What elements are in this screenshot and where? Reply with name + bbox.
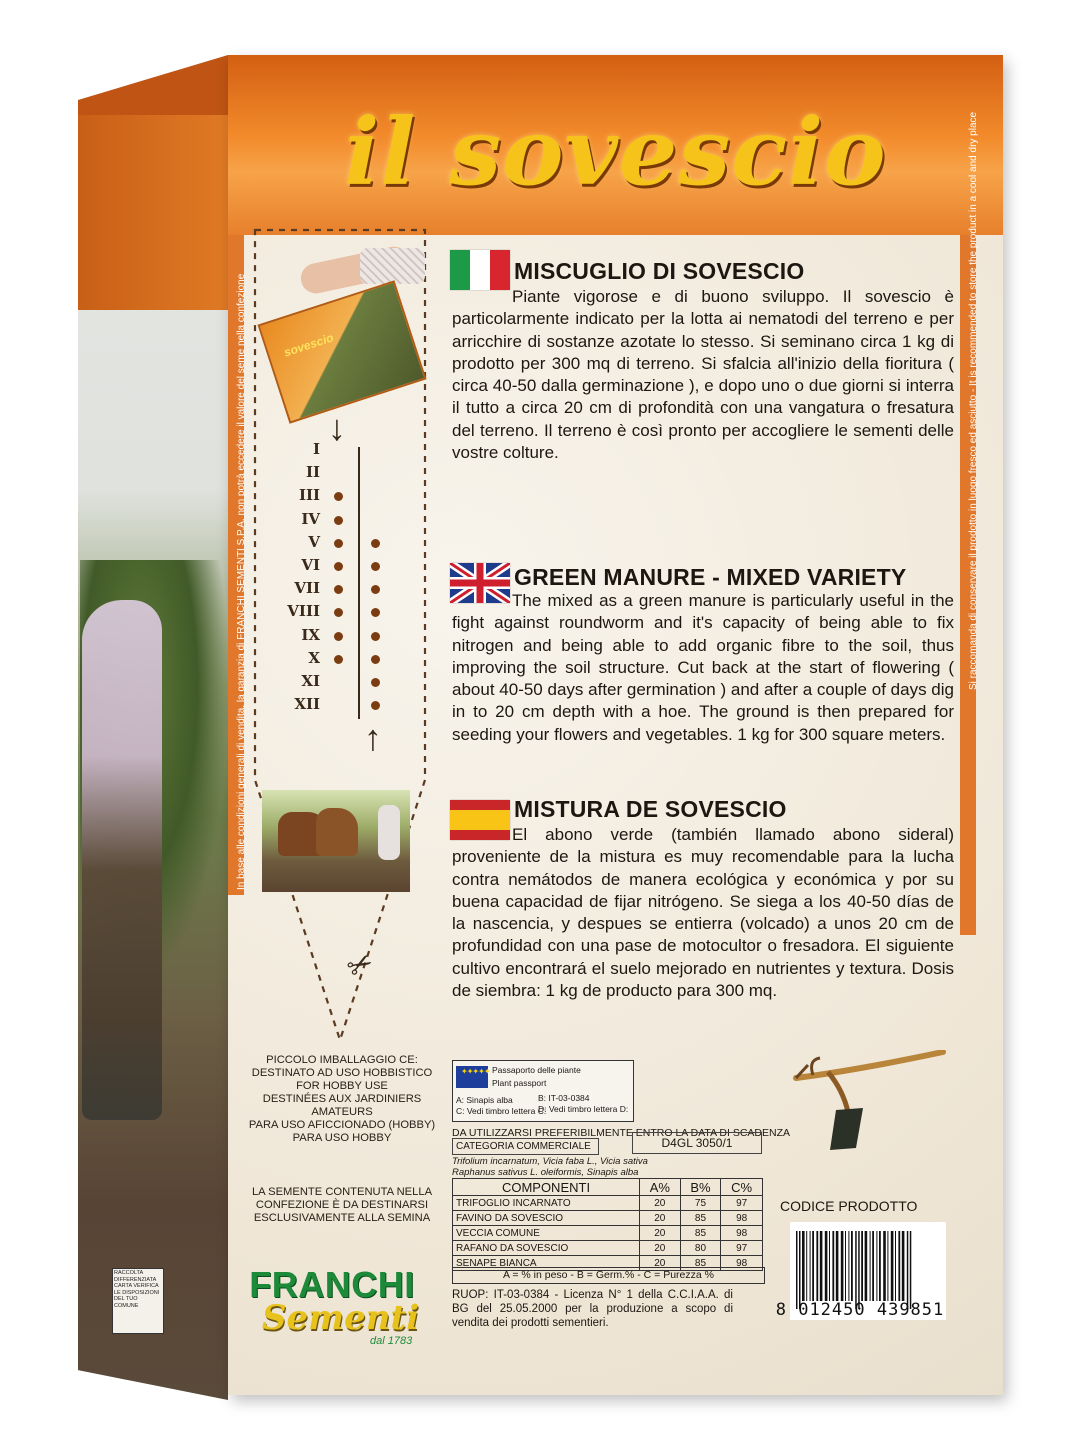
product-code-label: CODICE PRODOTTO xyxy=(780,1198,918,1214)
table-cell: 98 xyxy=(721,1211,763,1226)
sowing-dot xyxy=(334,655,343,664)
barcode-bar xyxy=(812,1231,814,1301)
barcode-bar xyxy=(879,1231,881,1301)
sowing-dot xyxy=(334,632,343,641)
table-cell: RAFANO DA SOVESCIO xyxy=(453,1241,640,1256)
calendar-month: V xyxy=(308,532,320,551)
table-cell: 85 xyxy=(680,1226,721,1241)
section-body-es xyxy=(452,824,954,1002)
harvest-dot xyxy=(371,678,380,687)
table-cell: VECCIA COMUNE xyxy=(453,1226,640,1241)
barcode-bar xyxy=(820,1231,823,1301)
table-header-cell: C% xyxy=(721,1179,763,1196)
arrow-down-icon: ↓ xyxy=(328,407,346,448)
barcode-bar xyxy=(836,1231,839,1301)
calendar-month: IV xyxy=(301,509,320,528)
sleeve-illustration xyxy=(360,248,425,284)
barcode-bar xyxy=(810,1231,811,1301)
scissors-icon: ✂ xyxy=(341,944,380,987)
sowing-dot xyxy=(334,539,343,548)
barcode-bar xyxy=(829,1231,830,1301)
passport-field-b: B: IT-03-0384 xyxy=(538,1093,590,1103)
section-title-en: GREEN MANURE - MIXED VARIETY xyxy=(514,564,907,590)
lot-number: D4GL 3050/1 xyxy=(632,1132,762,1154)
table-row xyxy=(453,1226,763,1241)
table-cell: FAVINO DA SOVESCIO xyxy=(453,1211,640,1226)
table-cell: 20 xyxy=(640,1256,681,1271)
warranty-vertical-text: In base alle condizioni generali di vendita, la garanzia di FRANCHI SEMENTI S.P.A. non potrà eccedere il valore del seme nella confezione xyxy=(236,273,247,890)
barcode-bar xyxy=(891,1231,894,1301)
brand-logo-sub: Sementi xyxy=(262,1298,420,1338)
commercial-category: CATEGORIA COMMERCIALE xyxy=(452,1138,599,1155)
barcode-number: 8 012450 439851 xyxy=(775,1300,945,1320)
barcode-bar xyxy=(876,1231,877,1301)
barcode-bar xyxy=(799,1231,801,1309)
seed-use-notice xyxy=(244,1186,440,1225)
table-header-cell: B% xyxy=(680,1179,721,1196)
barcode-bar xyxy=(861,1231,863,1301)
side-farmer-image xyxy=(82,600,162,1120)
table-cell: 20 xyxy=(640,1196,681,1211)
hobby-notice-line: FOR HOBBY USE xyxy=(296,1080,388,1092)
hobby-notice-line: PARA USO HOBBY xyxy=(292,1132,392,1144)
calendar-month: XI xyxy=(301,672,320,690)
calendar-month: II xyxy=(305,463,320,482)
passport-title-it: Passaporto delle piante xyxy=(492,1065,581,1075)
packet-illustration-label: sovescio xyxy=(282,330,336,360)
table-row xyxy=(453,1241,763,1256)
sowing-dot xyxy=(334,562,343,571)
barcode-bar xyxy=(802,1231,805,1301)
barcode-bar xyxy=(898,1231,900,1301)
arrow-up-icon: ↑ xyxy=(364,717,382,758)
harvest-dot xyxy=(371,539,380,548)
calendar-month: VI xyxy=(301,556,320,574)
section-body-it xyxy=(452,286,954,464)
table-cell: 98 xyxy=(721,1226,763,1241)
table-header-row xyxy=(453,1179,763,1196)
calendar-month: I xyxy=(312,440,320,458)
harvest-dot xyxy=(371,562,380,571)
storage-vertical-text: Si raccomanda di conservare il prodotto in luogo fresco ed asciutto - It is recommended to store the product in a cool and dry place xyxy=(968,111,979,690)
hobby-notice-line: DESTINATO AD USO HOBBISTICO xyxy=(251,1067,433,1079)
seed-use-line: CONFEZIONE È DA DESTINARSI xyxy=(255,1199,429,1211)
barcode-bar xyxy=(883,1231,886,1301)
table-cell: 20 xyxy=(640,1226,681,1241)
table-cell: 97 xyxy=(721,1196,763,1211)
eu-stars-icon: ✦✦✦✦✦ xyxy=(461,1067,490,1076)
barcode-bar xyxy=(872,1231,874,1301)
packet-title: il sovescio xyxy=(344,98,887,206)
table-row xyxy=(453,1196,763,1211)
farmer-figure xyxy=(378,805,400,860)
barcode-bar xyxy=(816,1231,818,1301)
barcode-bar xyxy=(825,1231,828,1301)
harvest-dot xyxy=(371,655,380,664)
barcode-bar xyxy=(887,1231,888,1301)
latin-names-2: Raphanus sativus L. oleiformis, Sinapis alba xyxy=(452,1167,639,1178)
harvest-dot xyxy=(371,632,380,641)
table-cell: 20 xyxy=(640,1211,681,1226)
table-cell: 20 xyxy=(640,1241,681,1256)
calendar-month: X xyxy=(308,648,320,667)
table-cell: 85 xyxy=(680,1256,721,1271)
hobby-notice-line: PICCOLO IMBALLAGGIO CE: xyxy=(266,1054,418,1066)
barcode-bar xyxy=(895,1231,896,1301)
calendar-month: XII xyxy=(294,695,320,714)
barcode-bar xyxy=(910,1231,912,1309)
barcode-bar xyxy=(796,1231,798,1309)
table-header-cell: COMPONENTI xyxy=(453,1179,640,1196)
barcode-bar xyxy=(851,1231,853,1301)
calendar-month: IX xyxy=(301,625,320,644)
section-body-en-text: The mixed as a green manure is particularly useful in the fight against roundworm and it's capacity of being able to fix nitrogen and being able to add organic fibre to the soil, thus improving the soil structure. Cut back at the start of flowering ( about 40-50 days after germination ) and after a couple of days dig in to 20 cm depth with a hoe. The ground is then prepared for seeding your flowers and vegetables. 1 kg for 300 square meters. xyxy=(452,591,954,744)
barcode-bar xyxy=(870,1231,871,1301)
barcode-bar xyxy=(865,1231,868,1301)
barcode-bar xyxy=(832,1231,834,1301)
section-title-it: MISCUGLIO DI SOVESCIO xyxy=(514,258,805,284)
table-cell: 98 xyxy=(721,1256,763,1271)
components-table xyxy=(452,1178,763,1271)
horse-figure xyxy=(316,808,358,856)
latin-names-1: Trifolium incarnatum, Vicia faba L., Vicia sativa xyxy=(452,1156,648,1167)
table-cell: 97 xyxy=(721,1241,763,1256)
section-body-es-text: El abono verde (también llamado abono sideral) proveniente de la mistura es muy recomendable para la lucha contra nemátodos de manera ecológica y económica y por su buena capacidad de fijar nitrógeno. Se siega a los 40-50 días de la nascencia, y despues se entierra (volcado) a unos 20 cm de profundidad con una pase de motocultor o fresadora. El siguiente cultivo encontrará el suelo mejorado en nutrientes y textura. Dosis de siembra: 1 kg de producto para 300 mq. xyxy=(452,825,954,1001)
plough-illustration xyxy=(788,1050,948,1160)
table-cell: SENAPE BIANCA xyxy=(453,1256,640,1271)
table-cell: TRIFOGLIO INCARNATO xyxy=(453,1196,640,1211)
hobby-notice-line: PARA USO AFICCIONADO (HOBBY) xyxy=(248,1119,436,1131)
table-row xyxy=(453,1211,763,1226)
passport-field-a: A: Sinapis alba xyxy=(456,1095,513,1105)
calendar-month: III xyxy=(298,486,320,505)
italy-flag-icon xyxy=(450,250,510,290)
expiry-note: DA UTILIZZARSI PREFERIBILMENTE ENTRO LA DATA DI SCADENZA xyxy=(452,1127,791,1139)
section-title-es: MISTURA DE SOVESCIO xyxy=(514,796,787,822)
section-body-en xyxy=(452,590,954,746)
recycle-text: RACCOLTA DIFFERENZIATA CARTA VERIFICA LE DISPOSIZIONI DEL TUO COMUNE xyxy=(114,1270,160,1309)
barcode-bar xyxy=(907,1231,909,1309)
table-cell: 75 xyxy=(680,1196,721,1211)
side-panel-top-edge xyxy=(78,55,228,115)
passport-field-c: C: Vedi timbro lettera C: xyxy=(456,1106,547,1116)
brand-logo-name: FRANCHI xyxy=(249,1264,415,1305)
barcode-bar xyxy=(855,1231,857,1309)
section-body-it-text: Piante vigorose e di buono sviluppo. Il sovescio è particolarmente indicato per la lotta ai nematodi del terreno e per arricchire di sostanze azotate lo stesso. Si seminano circa 1 kg di prodotto per 300 mq di terreno. Si sfalcia all'inizio della fioritura ( circa 40-50 dalla germinazione ), e dopo uno o due giorni si interra il tutto a circa 20 cm di profondità con una vangatura o fresatura del terreno. Il terreno è così pronto per accogliere le sementi delle vostre colture. xyxy=(452,287,954,463)
barcode-bar xyxy=(848,1231,849,1301)
calendar-month: VII xyxy=(294,579,320,598)
hobby-notice-line: DESTINÉES AUX JARDINIERS AMATEURS xyxy=(262,1093,422,1118)
ruop-license: RUOP: IT-03-0384 - Licenza N° 1 della C.C.I.A.A. di BG del 25.05.2000 per la produzione a scopo di vendita dei prodotti sementieri. xyxy=(452,1289,733,1329)
components-legend: A = % in peso - B = Germ.% - C = Purezza % xyxy=(452,1267,765,1284)
passport-field-d: D: Vedi timbro lettera D: xyxy=(538,1104,629,1114)
hobby-notice xyxy=(244,1054,440,1145)
brand-since: dal 1783 xyxy=(370,1335,413,1347)
barcode-bar xyxy=(806,1231,807,1301)
side-panel-orange-top xyxy=(78,100,228,310)
barcode-bar xyxy=(845,1231,846,1301)
barcode-bar xyxy=(902,1231,905,1301)
calendar-month: VIII xyxy=(287,602,320,621)
seed-use-line: ESCLUSIVAMENTE ALLA SEMINA xyxy=(253,1212,431,1224)
table-cell: 80 xyxy=(680,1241,721,1256)
sowing-dot xyxy=(334,516,343,525)
passport-title-en: Plant passport xyxy=(492,1078,547,1088)
seed-use-line: LA SEMENTE CONTENUTA NELLA xyxy=(251,1186,433,1198)
table-header-cell: A% xyxy=(640,1179,681,1196)
table-cell: 85 xyxy=(680,1211,721,1226)
barcode-bar xyxy=(858,1231,860,1309)
barcode-bar xyxy=(841,1231,844,1301)
calendar-line xyxy=(358,447,360,719)
